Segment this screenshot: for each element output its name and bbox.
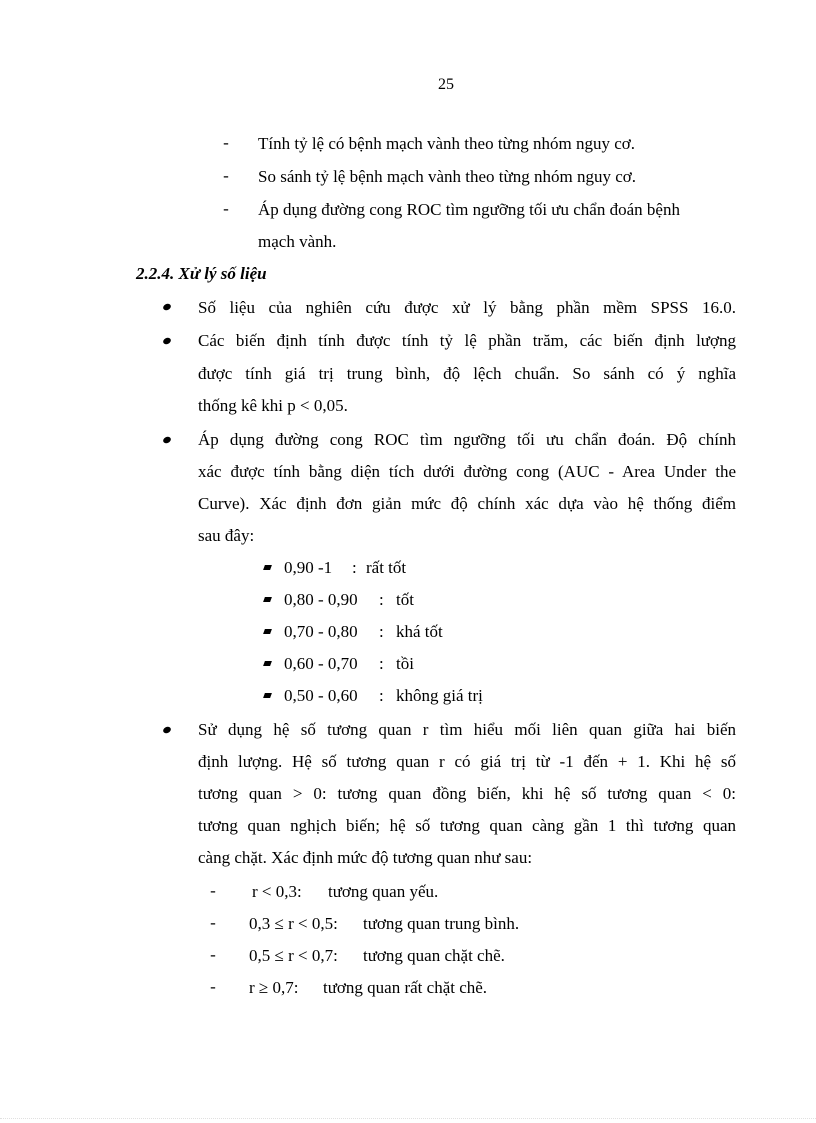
paragraph-line: Số liệu của nghiên cứu được xử lý bằng phần mềm SPSS 16.0. — [198, 298, 736, 317]
scale-range: 0,80 - 0,90 — [284, 590, 358, 609]
scale-colon: : — [379, 622, 384, 641]
scale-label: tương quan chặt chẽ. — [363, 946, 505, 965]
paragraph-line: được tính giá trị trung bình, độ lệch chuẩn. So sánh có ý nghĩa — [198, 364, 736, 383]
dash-marker: - — [210, 945, 216, 964]
scale-range: 0,5 ≤ r < 0,7: — [249, 946, 338, 965]
scale-label: tốt — [396, 590, 414, 609]
scale-range: 0,90 -1 — [284, 558, 333, 577]
square-bullet-icon — [263, 693, 272, 698]
scale-range: 0,50 - 0,60 — [284, 686, 358, 705]
section-heading: 2.2.4. Xử lý số liệu — [136, 264, 267, 283]
paragraph-line: Áp dụng đường cong ROC tìm ngưỡng tối ưu chẩn đoán. Độ chính — [198, 430, 736, 449]
paragraph-line: Sử dụng hệ số tương quan r tìm hiểu mối liên quan giữa hai biến — [198, 720, 736, 739]
scale-label: không giá trị — [396, 686, 483, 705]
paragraph-line: định lượng. Hệ số tương quan r có giá trị từ -1 đến + 1. Khi hệ số — [198, 752, 736, 771]
dash-marker: - — [223, 133, 229, 152]
scale-colon: : — [352, 558, 357, 577]
bullet-icon — [162, 337, 172, 346]
list-item: Tính tỷ lệ có bệnh mạch vành theo từng nhóm nguy cơ. — [258, 134, 636, 153]
bullet-icon — [162, 303, 172, 312]
square-bullet-icon — [263, 629, 272, 634]
page-bottom-border — [0, 1118, 816, 1119]
dash-marker: - — [223, 166, 229, 185]
paragraph-line: tương quan nghịch biến; hệ số tương quan càng gần 1 thì tương quan — [198, 816, 736, 835]
paragraph-line: thống kê khi p < 0,05. — [198, 396, 348, 415]
scale-label: tương quan rất chặt chẽ. — [323, 978, 488, 997]
dash-marker: - — [210, 913, 216, 932]
scale-range: r < 0,3: — [252, 882, 302, 901]
scale-range: 0,3 ≤ r < 0,5: — [249, 914, 338, 933]
list-item-continuation: mạch vành. — [258, 232, 337, 251]
paragraph-line: Curve). Xác định đơn giản mức độ chính xác dựa vào hệ thống điểm — [198, 494, 736, 513]
dash-marker: - — [223, 199, 229, 218]
list-item: Áp dụng đường cong ROC tìm ngưỡng tối ưu chẩn đoán bệnh — [258, 200, 680, 219]
square-bullet-icon — [263, 661, 272, 666]
scale-label: tương quan trung bình. — [363, 914, 520, 933]
scale-range: 0,70 - 0,80 — [284, 622, 358, 641]
scale-colon: : — [379, 686, 384, 705]
list-item: So sánh tỷ lệ bệnh mạch vành theo từng nhóm nguy cơ. — [258, 167, 636, 186]
scale-label: rất tốt — [366, 558, 407, 577]
paragraph-line: xác được tính bằng diện tích dưới đường cong (AUC - Area Under the — [198, 462, 736, 481]
paragraph-line: sau đây: — [198, 526, 255, 545]
square-bullet-icon — [263, 597, 272, 602]
scale-label: tồi — [396, 654, 414, 673]
paragraph-line: càng chặt. Xác định mức độ tương quan như sau: — [198, 848, 533, 867]
square-bullet-icon — [263, 565, 272, 570]
page-number: 25 — [438, 76, 454, 93]
scale-colon: : — [379, 654, 384, 673]
dash-marker: - — [210, 977, 216, 996]
paragraph-line: Các biến định tính được tính tỷ lệ phần trăm, các biến định lượng — [198, 331, 736, 350]
paragraph-line: tương quan > 0: tương quan đồng biến, khi hệ số tương quan < 0: — [198, 784, 736, 803]
scale-range: r ≥ 0,7: — [249, 978, 299, 997]
dash-marker: - — [210, 881, 216, 900]
bullet-icon — [162, 436, 172, 445]
scale-label: tương quan yếu. — [328, 882, 439, 901]
scale-colon: : — [379, 590, 384, 609]
scale-label: khá tốt — [396, 622, 443, 641]
scale-range: 0,60 - 0,70 — [284, 654, 358, 673]
bullet-icon — [162, 726, 172, 735]
